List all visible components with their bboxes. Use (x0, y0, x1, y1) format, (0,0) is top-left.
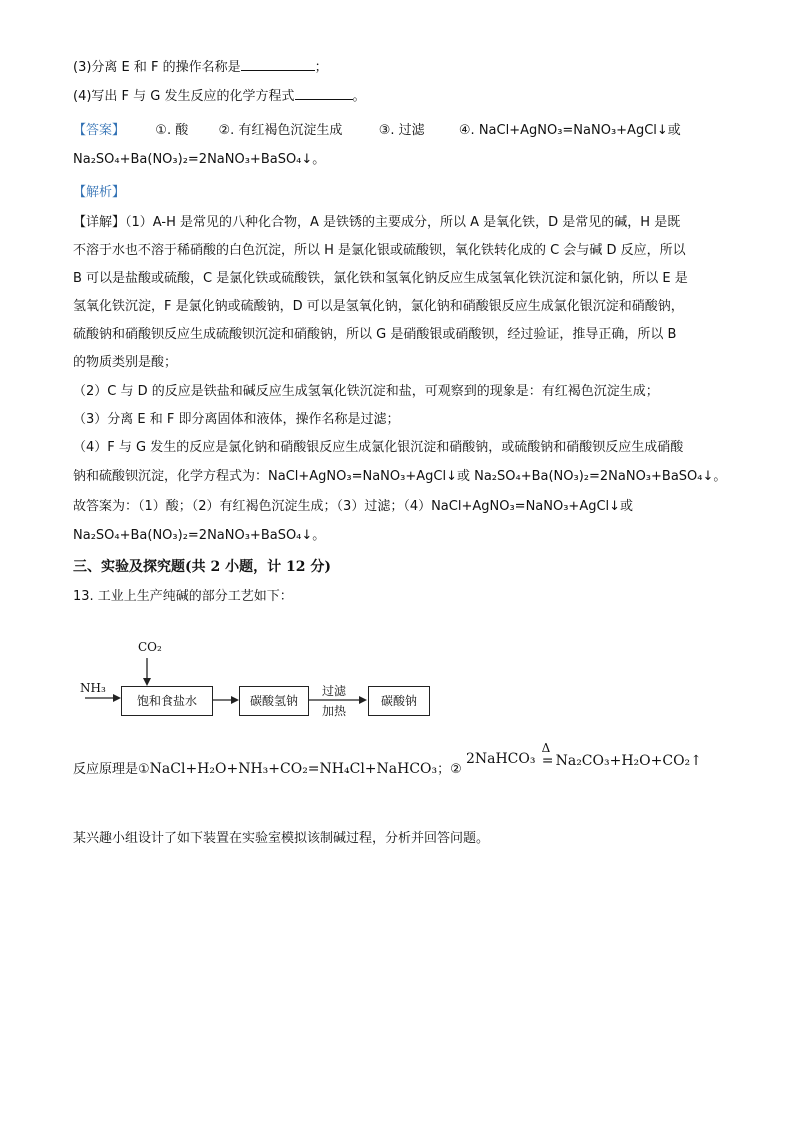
detail-line-6: 的物质类别是酸； (73, 355, 178, 370)
answer-4-continued: Na₂SO₄+Ba(NO₃)₂=2NaNO₃+BaSO₄↓。 (73, 152, 326, 167)
process-flow-diagram (77, 640, 457, 730)
detail-line-2: 不溶于水也不溶于稀硝酸的白色沉淀，所以 H 是氯化银或硫酸钡，氧化铁转化成的 C 会与碱 D 反应，所以 (73, 243, 686, 258)
question-13: 13. 工业上生产纯碱的部分工艺如下： (73, 589, 293, 604)
question-4 (73, 87, 366, 106)
heat-label: 加热 (322, 704, 347, 718)
detail-line-3: B 可以是盐酸或硫酸，C 是氯化铁或硫酸铁，氯化铁和氢氧化钠反应生成氢氧化铁沉淀和氯化钠，所以 E 是 (73, 271, 688, 286)
answer-3: ③. 过滤 (378, 123, 425, 138)
answer-blank-4 (295, 87, 353, 100)
answer-blank-3 (241, 58, 315, 71)
detail-line-1: 【详解】（1）A-H 是常见的八种化合物，A 是铁锈的主要成分，所以 A 是氧化铁，D 是常见的碱，H 是既 (73, 215, 681, 230)
answer-4: ④. NaCl+AgNO₃=NaNO₃+AgCl↓或 (458, 123, 681, 138)
co2-label: CO₂ (138, 640, 162, 654)
question-3-text: (3)分离 E 和 F 的操作名称是 (73, 60, 241, 75)
analysis-tag: 【解析】 (73, 185, 126, 200)
heat-equals-sign: Δ = (541, 741, 554, 769)
flow-arrows (77, 640, 457, 730)
reaction-principle (73, 741, 702, 777)
nh3-label: NH₃ (80, 681, 106, 695)
question-3 (73, 58, 328, 77)
principle-separator: ；② (437, 762, 462, 777)
sodium-bicarbonate-box: 碳酸氢钠 (239, 686, 309, 716)
principle-prefix: 反应原理是① (73, 762, 150, 777)
answer-2: ②. 有红褐色沉淀生成 (218, 123, 343, 138)
section-3-title: 三、实验及探究题(共 2 小题，计 12 分) (73, 559, 331, 575)
answer-line (73, 122, 681, 140)
detail-line-8: （3）分离 E 和 F 即分离固体和液体，操作名称是过滤； (73, 412, 400, 427)
summary-line-1: 故答案为：（1）酸；（2）有红褐色沉淀生成；（3）过滤；（4）NaCl+AgNO₃=NaNO₃+AgCl↓或 (73, 499, 634, 514)
sodium-carbonate-box: 碳酸钠 (368, 686, 430, 716)
detail-line-10: 钠和硫酸钡沉淀，化学方程式为：NaCl+AgNO₃=NaNO₃+AgCl↓或 Na₂SO₄+Ba(NO₃)₂=2NaNO₃+BaSO₄↓。 (73, 469, 727, 484)
detail-line-9: （4）F 与 G 发生的反应是氯化钠和硝酸银反应生成氯化银沉淀和硝酸钠，或硫酸钠和硝酸钡反应生成硝酸 (73, 440, 684, 455)
reaction-2-reactant: 2NaHCO₃ (465, 751, 536, 767)
answer-1: ①. 酸 (155, 123, 189, 138)
detail-line-5: 硫酸钠和硝酸钡反应生成硫酸钡沉淀和硝酸钠，所以 G 是硝酸银或硝酸钡，经过验证，推导正确，所以 B (73, 327, 677, 342)
question-4-end: 。 (352, 89, 366, 104)
answer-tag: 【答案】 (73, 123, 126, 138)
reaction-1: NaCl+H₂O+NH₃+CO₂=NH₄Cl+NaHCO₃ (149, 761, 438, 777)
detail-line-4: 氢氧化铁沉淀，F 是氯化钠或硫酸钠，D 可以是氢氧化钠，氯化钠和硝酸银反应生成氯化银沉淀和硝酸钠， (73, 299, 684, 314)
detail-line-7: （2）C 与 D 的反应是铁盐和碱反应生成氢氧化铁沉淀和盐，可观察到的现象是：有红褐色沉淀生成； (73, 384, 659, 399)
final-instruction: 某兴趣小组设计了如下装置在实验室模拟该制碱过程，分析并回答问题。 (73, 831, 490, 846)
summary-line-2: Na₂SO₄+Ba(NO₃)₂=2NaNO₃+BaSO₄↓。 (73, 528, 326, 543)
reaction-2-products: Na₂CO₃+H₂O+CO₂↑ (555, 753, 702, 769)
question-4-text: (4)写出 F 与 G 发生反应的化学方程式 (73, 89, 295, 104)
delta-symbol: Δ (541, 741, 551, 755)
saturated-brine-box: 饱和食盐水 (121, 686, 213, 716)
question-3-end: ； (314, 60, 328, 75)
filter-label: 过滤 (322, 684, 347, 698)
